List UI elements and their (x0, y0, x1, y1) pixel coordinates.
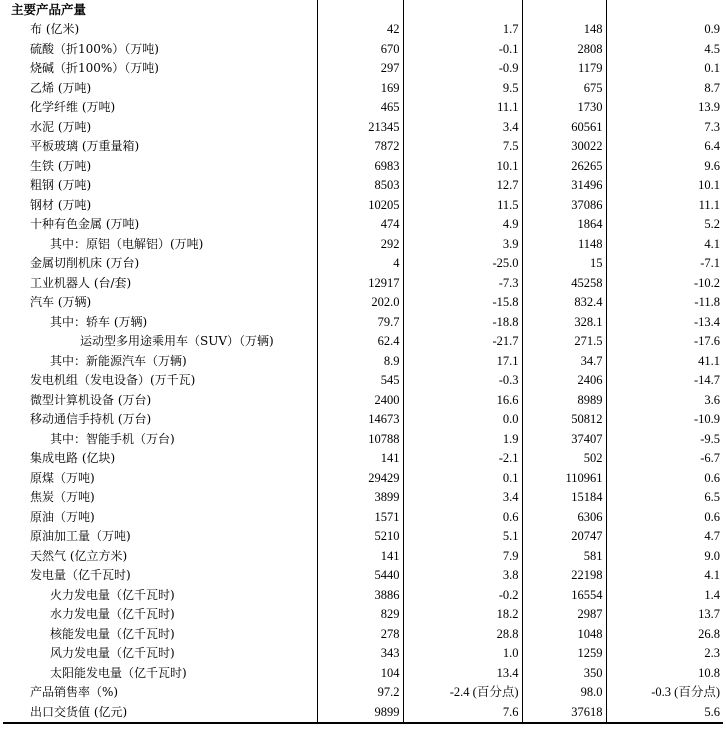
value-cell-v3: 581 (522, 547, 606, 567)
value-cell-v4: -6.7 (606, 449, 723, 469)
value-cell-v1: 5210 (317, 527, 403, 547)
row-label: 其中：新能源汽车（万辆) (50, 353, 187, 368)
row-label: 钢材 (万吨) (30, 197, 92, 212)
row-label: 硫酸（折100%）（万吨) (30, 41, 159, 56)
value-cell-v3: 20747 (522, 527, 606, 547)
value-cell-v2: 28.8 (403, 625, 522, 645)
value-cell-v3: 16554 (522, 586, 606, 606)
value-cell-v3: 1864 (522, 215, 606, 235)
value-cell-v3: 271.5 (522, 332, 606, 352)
section-title: 主要产品产量 (11, 2, 87, 18)
row-label: 工业机器人 (台/套) (30, 275, 132, 290)
value-cell-v3: 110961 (522, 469, 606, 489)
value-cell-v4: 6.4 (606, 137, 723, 157)
value-cell-v4: 11.1 (606, 196, 723, 216)
value-cell-v3: 502 (522, 449, 606, 469)
value-cell-v3: 34.7 (522, 352, 606, 372)
value-cell-v2: 12.7 (403, 176, 522, 196)
value-cell-v1: 670 (317, 40, 403, 60)
value-cell-v1: 545 (317, 371, 403, 391)
value-cell-v3: 832.4 (522, 293, 606, 313)
table-row (3, 605, 723, 625)
row-label: 焦炭（万吨) (30, 490, 95, 504)
value-cell-v4: 9.6 (606, 157, 723, 177)
value-cell-v4: 4.5 (606, 40, 723, 60)
value-cell-v1: 10205 (317, 196, 403, 216)
value-cell-v1: 21345 (317, 118, 403, 138)
value-cell-v1: 465 (317, 98, 403, 118)
row-label: 发电机组（发电设备）(万千瓦) (30, 373, 196, 387)
value-cell-v2: -0.3 (403, 371, 522, 391)
row-label: 汽车 (万辆) (30, 295, 92, 309)
table-row (3, 59, 723, 79)
value-cell-v2: -2.1 (403, 449, 522, 469)
value-cell-v1: 8.9 (317, 352, 403, 372)
value-cell-v1: 141 (317, 449, 403, 469)
value-cell-v3: 8989 (522, 391, 606, 411)
table-row (3, 118, 723, 138)
table-row (3, 527, 723, 547)
value-cell-v4: 0.1 (606, 59, 723, 79)
row-label: 其中：智能手机（万台) (50, 431, 175, 446)
value-cell-v4: 26.8 (606, 625, 723, 645)
value-cell-v1: 9899 (317, 703, 403, 724)
value-cell-v4: 10.1 (606, 176, 723, 196)
row-label: 火力发电量（亿千瓦时) (50, 587, 175, 602)
value-cell-v2: 4.9 (403, 215, 522, 235)
value-cell-v1: 29429 (317, 469, 403, 489)
value-cell-v2: 7.5 (403, 137, 522, 157)
value-cell-v2: -25.0 (403, 254, 522, 274)
value-cell-v2: -0.9 (403, 59, 522, 79)
value-cell-v3: 328.1 (522, 313, 606, 333)
value-cell-v1: 169 (317, 79, 403, 99)
value-cell-v2: 11.1 (403, 98, 522, 118)
table-row (3, 176, 723, 196)
row-label: 运动型多用途乘用车（SUV）（万辆) (80, 334, 274, 348)
value-cell-v3: 37407 (522, 430, 606, 450)
value-cell-v4: -10.9 (606, 410, 723, 430)
table-row (3, 703, 723, 724)
table-row (3, 79, 723, 99)
value-cell-v3: 31496 (522, 176, 606, 196)
value-cell-v3: 1148 (522, 235, 606, 255)
value-cell-v3: 2406 (522, 371, 606, 391)
value-cell-v3: 22198 (522, 566, 606, 586)
table-row (3, 215, 723, 235)
value-cell-v1: 97.2 (317, 683, 403, 703)
value-cell-v1: 6983 (317, 157, 403, 177)
row-label: 生铁 (万吨) (30, 158, 92, 173)
row-label: 水泥 (万吨) (30, 119, 92, 134)
table-row (3, 430, 723, 450)
header-cell (522, 0, 606, 20)
table-row (3, 40, 723, 60)
value-cell-v4: 5.2 (606, 215, 723, 235)
value-cell-v4: 6.5 (606, 488, 723, 508)
value-cell-v3: 148 (522, 20, 606, 40)
value-cell-v4: -0.3 (百分点) (606, 683, 723, 703)
value-cell-v1: 79.7 (317, 313, 403, 333)
value-cell-v1: 343 (317, 644, 403, 664)
row-label: 原油（万吨) (30, 509, 95, 524)
value-cell-v4: 4.1 (606, 235, 723, 255)
table-row (3, 566, 723, 586)
value-cell-v4: -14.7 (606, 371, 723, 391)
row-label: 原煤（万吨) (30, 470, 95, 485)
value-cell-v2: 1.0 (403, 644, 522, 664)
row-label: 十种有色金属 (万吨) (30, 217, 140, 231)
row-label: 集成电路 (亿块) (30, 451, 116, 465)
value-cell-v3: 1730 (522, 98, 606, 118)
value-cell-v1: 3899 (317, 488, 403, 508)
value-cell-v3: 37618 (522, 703, 606, 724)
value-cell-v2: 17.1 (403, 352, 522, 372)
value-cell-v2: -15.8 (403, 293, 522, 313)
table-row (3, 586, 723, 606)
value-cell-v4: 0.6 (606, 508, 723, 528)
value-cell-v3: 60561 (522, 118, 606, 138)
table-row (3, 449, 723, 469)
table-row (3, 293, 723, 313)
value-cell-v1: 202.0 (317, 293, 403, 313)
table-row (3, 332, 723, 352)
value-cell-v2: -2.4 (百分点) (403, 683, 522, 703)
value-cell-v2: 7.6 (403, 703, 522, 724)
value-cell-v4: 10.8 (606, 664, 723, 684)
value-cell-v4: 0.6 (606, 469, 723, 489)
row-label: 出口交货值 (亿元) (3, 703, 317, 724)
value-cell-v2: 5.1 (403, 527, 522, 547)
value-cell-v2: 13.4 (403, 664, 522, 684)
table-row (3, 274, 723, 294)
value-cell-v3: 45258 (522, 274, 606, 294)
value-cell-v3: 1259 (522, 644, 606, 664)
value-cell-v1: 14673 (317, 410, 403, 430)
value-cell-v4: -11.8 (606, 293, 723, 313)
table-header-row (3, 0, 723, 20)
value-cell-v4: 41.1 (606, 352, 723, 372)
table-row (3, 469, 723, 489)
value-cell-v1: 474 (317, 215, 403, 235)
value-cell-v3: 675 (522, 79, 606, 99)
value-cell-v1: 7872 (317, 137, 403, 157)
value-cell-v1: 42 (317, 20, 403, 40)
value-cell-v3: 1179 (522, 59, 606, 79)
row-label: 微型计算机设备 (万台) (30, 392, 152, 407)
table-row (3, 137, 723, 157)
value-cell-v4: 0.9 (606, 20, 723, 40)
value-cell-v4: -10.2 (606, 274, 723, 294)
value-cell-v1: 4 (317, 254, 403, 274)
value-cell-v2: -18.8 (403, 313, 522, 333)
value-cell-v2: 1.7 (403, 20, 522, 40)
value-cell-v3: 6306 (522, 508, 606, 528)
row-label: 水力发电量（亿千瓦时) (50, 607, 175, 621)
value-cell-v1: 5440 (317, 566, 403, 586)
row-label: 金属切削机床 (万台) (30, 256, 140, 270)
table-row (3, 547, 723, 567)
row-label: 移动通信手持机 (万台) (30, 412, 152, 426)
table-row (3, 391, 723, 411)
value-cell-v2: 0.1 (403, 469, 522, 489)
row-label: 烧碱（折100%）（万吨) (30, 61, 159, 75)
value-cell-v3: 50812 (522, 410, 606, 430)
value-cell-v4: 4.7 (606, 527, 723, 547)
value-cell-v2: -7.3 (403, 274, 522, 294)
value-cell-v3: 26265 (522, 157, 606, 177)
table-row (3, 488, 723, 508)
value-cell-v2: -0.1 (403, 40, 522, 60)
value-cell-v4: -17.6 (606, 332, 723, 352)
table-row (3, 235, 723, 255)
value-cell-v2: 3.9 (403, 235, 522, 255)
value-cell-v4: 9.0 (606, 547, 723, 567)
value-cell-v4: 4.1 (606, 566, 723, 586)
row-label: 原油加工量（万吨) (30, 529, 131, 543)
value-cell-v2: 10.1 (403, 157, 522, 177)
table-row (3, 410, 723, 430)
row-label: 核能发电量（亿千瓦时) (50, 626, 175, 641)
value-cell-v1: 141 (317, 547, 403, 567)
table-row (3, 196, 723, 216)
value-cell-v2: 0.6 (403, 508, 522, 528)
value-cell-v2: 0.0 (403, 410, 522, 430)
row-label: 化学纤维 (万吨) (30, 100, 116, 114)
row-label: 产品销售率（%) (30, 685, 119, 699)
value-cell-v2: 7.9 (403, 547, 522, 567)
table-row (3, 20, 723, 40)
value-cell-v3: 2808 (522, 40, 606, 60)
value-cell-v4: 2.3 (606, 644, 723, 664)
value-cell-v3: 37086 (522, 196, 606, 216)
value-cell-v1: 8503 (317, 176, 403, 196)
value-cell-v2: -0.2 (403, 586, 522, 606)
header-cell (606, 0, 723, 20)
value-cell-v2: 3.8 (403, 566, 522, 586)
row-label: 布 (亿米) (30, 22, 80, 36)
value-cell-v4: 8.7 (606, 79, 723, 99)
value-cell-v2: -21.7 (403, 332, 522, 352)
value-cell-v3: 2987 (522, 605, 606, 625)
row-label: 其中：原铝（电解铝）(万吨) (50, 236, 204, 251)
value-cell-v4: 3.6 (606, 391, 723, 411)
value-cell-v1: 3886 (317, 586, 403, 606)
value-cell-v1: 10788 (317, 430, 403, 450)
value-cell-v4: 1.4 (606, 586, 723, 606)
header-cell (403, 0, 522, 20)
table-row (3, 508, 723, 528)
row-label: 发电量（亿千瓦时) (30, 568, 131, 582)
value-cell-v2: 3.4 (403, 488, 522, 508)
value-cell-v1: 62.4 (317, 332, 403, 352)
value-cell-v3: 15 (522, 254, 606, 274)
value-cell-v3: 98.0 (522, 683, 606, 703)
value-cell-v2: 11.5 (403, 196, 522, 216)
table-row (3, 683, 723, 703)
value-cell-v3: 1048 (522, 625, 606, 645)
value-cell-v4: -13.4 (606, 313, 723, 333)
value-cell-v4: 5.6 (606, 703, 723, 724)
value-cell-v3: 30022 (522, 137, 606, 157)
value-cell-v1: 2400 (317, 391, 403, 411)
value-cell-v1: 12917 (317, 274, 403, 294)
value-cell-v2: 16.6 (403, 391, 522, 411)
value-cell-v4: 7.3 (606, 118, 723, 138)
value-cell-v4: -7.1 (606, 254, 723, 274)
table-row (3, 625, 723, 645)
value-cell-v1: 104 (317, 664, 403, 684)
value-cell-v2: 1.9 (403, 430, 522, 450)
value-cell-v1: 829 (317, 605, 403, 625)
value-cell-v2: 18.2 (403, 605, 522, 625)
table-row (3, 352, 723, 372)
row-label: 平板玻璃 (万重量箱) (30, 139, 140, 153)
value-cell-v1: 1571 (317, 508, 403, 528)
table-row (3, 254, 723, 274)
value-cell-v4: 13.7 (606, 605, 723, 625)
table-row (3, 664, 723, 684)
value-cell-v3: 15184 (522, 488, 606, 508)
value-cell-v1: 297 (317, 59, 403, 79)
value-cell-v1: 278 (317, 625, 403, 645)
row-label: 天然气 (亿立方米) (30, 548, 128, 563)
production-table (3, 0, 723, 724)
value-cell-v3: 350 (522, 664, 606, 684)
value-cell-v2: 9.5 (403, 79, 522, 99)
table-row (3, 98, 723, 118)
row-label: 粗钢 (万吨) (30, 178, 92, 192)
row-label: 乙烯 (万吨) (30, 80, 92, 95)
row-label: 风力发电量（亿千瓦时) (50, 646, 175, 660)
value-cell-v4: 13.9 (606, 98, 723, 118)
table-row (3, 313, 723, 333)
row-label: 其中：轿车 (万辆) (50, 314, 148, 329)
row-label: 太阳能发电量（亿千瓦时) (50, 665, 187, 680)
value-cell-v1: 292 (317, 235, 403, 255)
value-cell-v4: -9.5 (606, 430, 723, 450)
value-cell-v2: 3.4 (403, 118, 522, 138)
table-row (3, 644, 723, 664)
table-row (3, 371, 723, 391)
table-row (3, 157, 723, 177)
header-cell (317, 0, 403, 20)
